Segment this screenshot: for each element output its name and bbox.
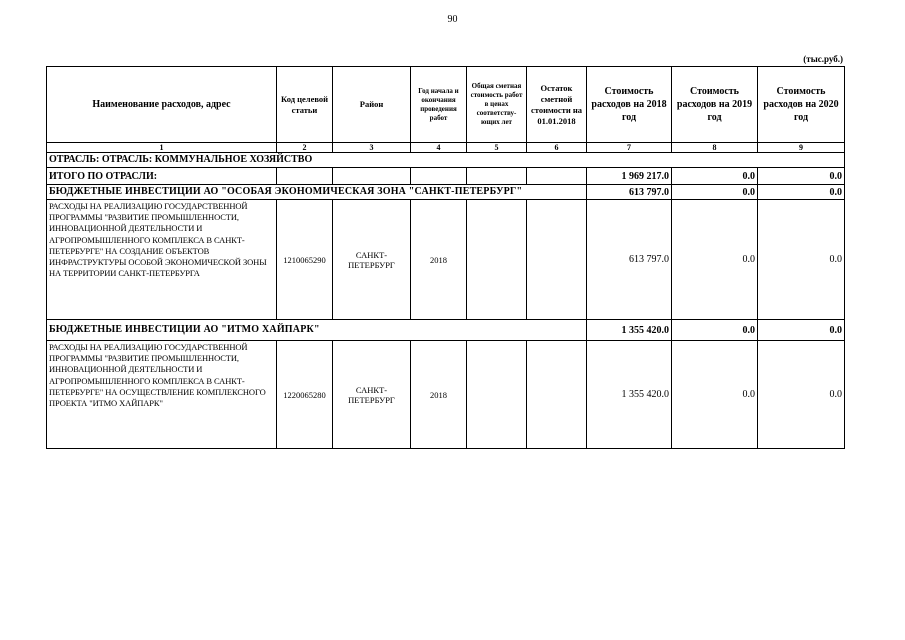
table-header-row: [47, 67, 845, 143]
column-number: 8: [672, 143, 758, 153]
group-cost-2018: 1 355 420.0: [587, 320, 672, 341]
column-number: 3: [333, 143, 411, 153]
units-label: (тыс.руб.): [803, 54, 843, 64]
group-title: БЮДЖЕТНЫЕ ИНВЕСТИЦИИ АО "ИТМО ХАЙПАРК": [47, 320, 587, 341]
header-years: Год начала и окончания проведения работ: [411, 67, 467, 143]
table-row: [47, 341, 845, 449]
item-cost-2019: 0.0: [672, 200, 758, 320]
column-number: 7: [587, 143, 672, 153]
group-cost-2019: 0.0: [672, 320, 758, 341]
header-name: Наименование расходов, адрес: [47, 67, 277, 143]
header-district: Район: [333, 67, 411, 143]
column-number-row: [47, 143, 845, 153]
column-number: 5: [467, 143, 527, 153]
header-code: Код целевой статьи: [277, 67, 333, 143]
column-number: 2: [277, 143, 333, 153]
item-cost-2020: 0.0: [758, 200, 845, 320]
budget-table: [46, 66, 845, 449]
header-cost-2018: Стоимость расходов на 2018 год: [587, 67, 672, 143]
item-cost-2020: 0.0: [758, 341, 845, 449]
header-total-cost: Общая сметная стоимость работ в ценах соответству-ющих лет: [467, 67, 527, 143]
item-cost-2018: 613 797.0: [587, 200, 672, 320]
column-number: 4: [411, 143, 467, 153]
item-cost-2019: 0.0: [672, 341, 758, 449]
group-title: БЮДЖЕТНЫЕ ИНВЕСТИЦИИ АО "ОСОБАЯ ЭКОНОМИЧЕСКАЯ ЗОНА "САНКТ-ПЕТЕРБУРГ": [47, 185, 587, 200]
column-number: 9: [758, 143, 845, 153]
header-cost-2020: Стоимость расходов на 2020 год: [758, 67, 845, 143]
total-row: [47, 168, 845, 185]
total-cost-2020: 0.0: [758, 168, 845, 185]
column-number: 6: [527, 143, 587, 153]
item-district: САНКТ-ПЕТЕРБУРГ: [333, 341, 411, 449]
item-name: РАСХОДЫ НА РЕАЛИЗАЦИЮ ГОСУДАРСТВЕННОЙ ПРОГРАММЫ "РАЗВИТИЕ ПРОМЫШЛЕННОСТИ, ИННОВАЦИОННОЙ ДЕЯТЕЛЬНОСТИ И АГРОПРОМЫШЛЕННОГО КОМПЛЕКСА В САНКТ-ПЕТЕРБУРГЕ" НА СОЗДАНИЕ ОБЪЕКТОВ ИНФРАСТРУКТУРЫ ОСОБОЙ ЭКОНОМИЧЕСКОЙ ЗОНЫ НА ТЕРРИТОРИИ САНКТ-ПЕТЕРБУРГА: [47, 200, 277, 320]
header-remainder: Остаток сметной стоимости на 01.01.2018: [527, 67, 587, 143]
total-cost-2019: 0.0: [672, 168, 758, 185]
page-number: 90: [447, 14, 458, 25]
group-cost-2020: 0.0: [758, 320, 845, 341]
item-years: 2018: [411, 200, 467, 320]
table-row: [47, 200, 845, 320]
group-cost-2018: 613 797.0: [587, 185, 672, 200]
item-years: 2018: [411, 341, 467, 449]
section-title: ОТРАСЛЬ: ОТРАСЛЬ: КОММУНАЛЬНОЕ ХОЗЯЙСТВО: [47, 153, 845, 168]
column-number: 1: [47, 143, 277, 153]
item-district: САНКТ-ПЕТЕРБУРГ: [333, 200, 411, 320]
item-cost-2018: 1 355 420.0: [587, 341, 672, 449]
group-cost-2020: 0.0: [758, 185, 845, 200]
group-cost-2019: 0.0: [672, 185, 758, 200]
total-cost-2018: 1 969 217.0: [587, 168, 672, 185]
item-name: РАСХОДЫ НА РЕАЛИЗАЦИЮ ГОСУДАРСТВЕННОЙ ПРОГРАММЫ "РАЗВИТИЕ ПРОМЫШЛЕННОСТИ, ИННОВАЦИОННОЙ ДЕЯТЕЛЬНОСТИ И АГРОПРОМЫШЛЕННОГО КОМПЛЕКСА В САНКТ-ПЕТЕРБУРГЕ" НА ОСУЩЕСТВЛЕНИЕ КОМПЛЕКСНОГО ПРОЕКТА "ИТМО ХАЙПАРК": [47, 341, 277, 449]
header-cost-2019: Стоимость расходов на 2019 год: [672, 67, 758, 143]
total-label: ИТОГО ПО ОТРАСЛИ:: [47, 168, 277, 185]
section-row: [47, 153, 845, 168]
item-code: 1220065280: [277, 341, 333, 449]
item-code: 1210065290: [277, 200, 333, 320]
group-row: [47, 320, 845, 341]
group-row: [47, 185, 845, 200]
